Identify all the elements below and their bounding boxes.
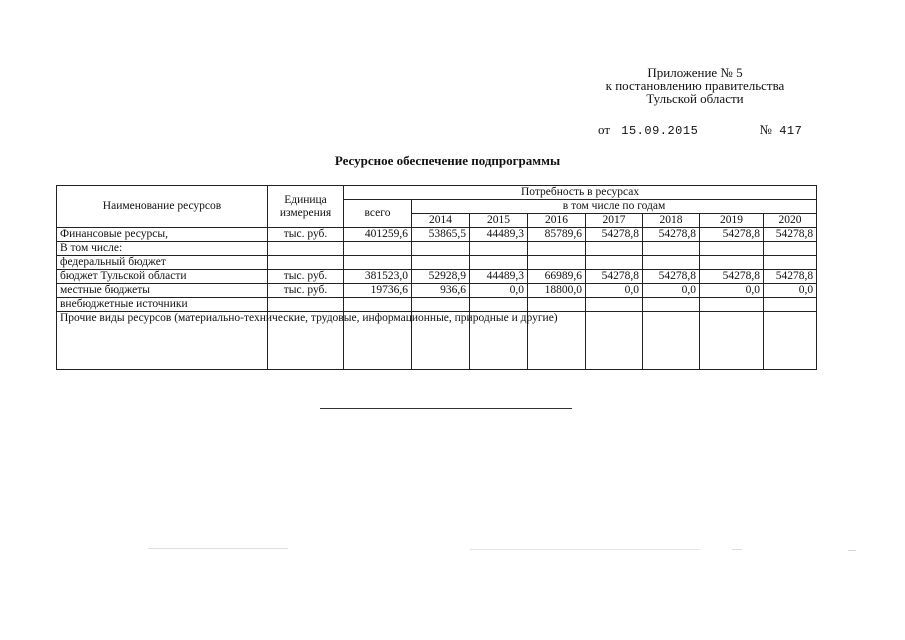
scan-artifact <box>148 548 288 549</box>
header-by-years: в том числе по годам <box>412 200 817 214</box>
scan-artifact <box>732 549 742 550</box>
header-year: 2019 <box>700 214 764 228</box>
header-unit: Единица измерения <box>268 186 344 228</box>
row-total: 19736,6 <box>344 284 412 298</box>
appendix-block <box>560 66 830 105</box>
header-year: 2018 <box>643 214 700 228</box>
row-name: федеральный бюджет <box>57 256 268 270</box>
table-row <box>57 270 817 284</box>
row-total <box>344 256 412 270</box>
row-value: 85789,6 <box>528 228 586 242</box>
header-year: 2017 <box>586 214 643 228</box>
document-date: 15.09.2015 <box>621 124 699 138</box>
row-unit: тыс. руб. <box>268 228 344 242</box>
header-need: Потребность в ресурсах <box>344 186 817 200</box>
row-value <box>643 256 700 270</box>
row-value <box>764 256 817 270</box>
row-value: 18800,0 <box>528 284 586 298</box>
table-row <box>57 242 817 256</box>
separator-line <box>320 408 572 409</box>
appendix-line-2: к постановлению правительства <box>605 78 785 93</box>
row-value <box>643 242 700 256</box>
row-value <box>586 312 643 370</box>
row-value: 44489,3 <box>470 270 528 284</box>
header-year: 2014 <box>412 214 470 228</box>
row-total <box>344 242 412 256</box>
appendix-line-3: Тульской области <box>646 91 744 106</box>
page-title: Ресурсное обеспечение подпрограммы <box>334 153 561 168</box>
header-total: всего <box>344 200 412 228</box>
row-name: местные бюджеты <box>57 284 268 298</box>
row-value: 54278,8 <box>643 270 700 284</box>
row-value: 52928,9 <box>412 270 470 284</box>
row-name: В том числе: <box>57 242 268 256</box>
table-row <box>57 228 817 242</box>
row-value: 54278,8 <box>700 228 764 242</box>
header-year: 2020 <box>764 214 817 228</box>
row-value <box>586 256 643 270</box>
row-unit <box>268 242 344 256</box>
row-value <box>528 298 586 312</box>
table-row <box>57 298 817 312</box>
row-unit <box>268 256 344 270</box>
row-value: 44489,3 <box>470 228 528 242</box>
row-unit: тыс. руб. <box>268 270 344 284</box>
row-value <box>412 256 470 270</box>
scan-artifact <box>470 549 700 550</box>
row-total: 401259,6 <box>344 228 412 242</box>
row-value: 66989,6 <box>528 270 586 284</box>
row-value <box>412 242 470 256</box>
row-value <box>700 312 764 370</box>
number-prefix: № <box>759 122 772 137</box>
row-value <box>528 256 586 270</box>
row-value: 936,6 <box>412 284 470 298</box>
row-name: Прочие виды ресурсов (материально-технические, трудовые, информационные, природные и другие) <box>57 312 268 370</box>
row-value <box>764 298 817 312</box>
row-value <box>528 242 586 256</box>
row-value <box>700 298 764 312</box>
table-row <box>57 312 817 370</box>
row-value <box>412 298 470 312</box>
row-value <box>643 312 700 370</box>
row-value <box>700 242 764 256</box>
row-value: 0,0 <box>470 284 528 298</box>
row-value <box>586 242 643 256</box>
row-value <box>470 242 528 256</box>
header-year: 2016 <box>528 214 586 228</box>
scan-artifact <box>848 550 856 551</box>
row-value <box>700 256 764 270</box>
row-value: 54278,8 <box>700 270 764 284</box>
row-value <box>470 256 528 270</box>
row-total <box>344 298 412 312</box>
row-value: 0,0 <box>764 284 817 298</box>
row-value: 54278,8 <box>586 270 643 284</box>
row-value: 54278,8 <box>764 270 817 284</box>
row-value: 0,0 <box>643 284 700 298</box>
document-number: 417 <box>779 124 803 138</box>
appendix-line-1: Приложение № 5 <box>647 65 743 80</box>
header-year: 2015 <box>470 214 528 228</box>
row-total: 381523,0 <box>344 270 412 284</box>
row-value: 54278,8 <box>764 228 817 242</box>
row-unit <box>268 298 344 312</box>
row-value <box>764 242 817 256</box>
row-name: бюджет Тульской области <box>57 270 268 284</box>
row-value: 0,0 <box>700 284 764 298</box>
row-value <box>470 298 528 312</box>
row-value <box>764 312 817 370</box>
row-value: 53865,5 <box>412 228 470 242</box>
row-name: внебюджетные источники <box>57 298 268 312</box>
row-value <box>643 298 700 312</box>
row-value <box>586 298 643 312</box>
date-prefix: от <box>598 122 611 137</box>
row-unit: тыс. руб. <box>268 284 344 298</box>
row-value: 54278,8 <box>643 228 700 242</box>
row-name: Финансовые ресурсы, <box>57 228 268 242</box>
header-name: Наименование ресурсов <box>57 186 268 228</box>
date-number-line <box>598 122 802 138</box>
row-value: 54278,8 <box>586 228 643 242</box>
table-row <box>57 284 817 298</box>
row-value: 0,0 <box>586 284 643 298</box>
resources-table <box>56 185 817 370</box>
table-row <box>57 256 817 270</box>
